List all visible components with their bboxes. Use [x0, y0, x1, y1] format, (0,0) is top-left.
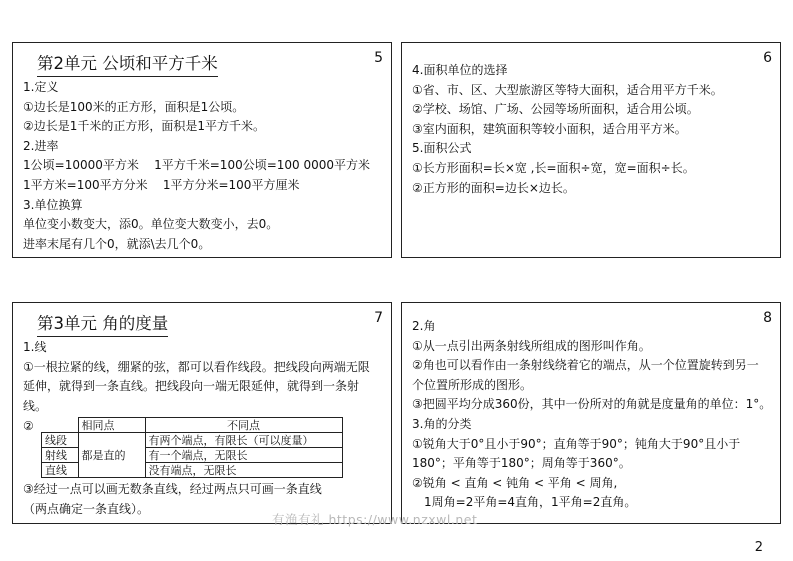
text-line: 1周角=2平角=4直角，1平角=2直角。 — [424, 495, 637, 510]
text-line: ③把圆平均分成360份，其中一份所对的角就是度量角的单位：1°。 — [412, 397, 772, 412]
table-cell — [42, 418, 79, 433]
comparison-table — [41, 417, 343, 478]
table-cell: 没有端点，无限长 — [145, 463, 342, 478]
text-line: （两点确定一条直线）。 — [23, 501, 150, 516]
text-line: ①长方形面积=长×宽 ,长=面积÷宽，宽=面积÷长。 — [412, 160, 695, 175]
text-line: 2.进率 — [23, 138, 59, 153]
card-number: 8 — [763, 310, 772, 326]
comparison-table-block — [23, 417, 381, 478]
text-line: ③经过一点可以画无数条直线，经过两点只可画一条直线 — [23, 482, 322, 497]
text-line: ①省、市、区、大型旅游区等特大面积，适合用平方千米。 — [412, 82, 723, 97]
text-line: 1.定义 — [23, 80, 59, 94]
table-header-row — [42, 418, 343, 433]
card-number: 5 — [374, 50, 383, 66]
text-paragraph: ②角也可以看作由一条射线绕着它的端点，从一个位置旋转到另一个位置所形成的图形。 — [412, 358, 759, 392]
table-header: 相同点 — [78, 418, 145, 433]
card-number: 6 — [763, 50, 772, 66]
text-line: 1公顷=10000平方米 1平方千米=100公顷=100 0000平方米 — [23, 158, 371, 173]
unit-title: 第3单元 角的度量 — [37, 313, 168, 337]
table-header: 不同点 — [145, 418, 342, 433]
text-line: 1.线 — [23, 340, 47, 354]
text-line: 3.单位换算 — [23, 197, 83, 212]
table-cell: 直线 — [42, 463, 79, 478]
card-unit3-lines — [12, 302, 392, 524]
table-cell: 线段 — [42, 433, 79, 448]
text-line: 5.面积公式 — [412, 141, 472, 156]
card-number: 7 — [374, 310, 383, 326]
card-area-units — [401, 42, 781, 258]
text-line: ②正方形的面积=边长×边长。 — [412, 180, 575, 195]
text-paragraph: ①锐角大于0°且小于90°；直角等于90°；钝角大于90°且小于180°；平角等于180°；周角等于360°。 — [412, 436, 741, 471]
list-marker: ② — [23, 419, 34, 434]
text-line: ②锐角 < 直角 < 钝角 < 平角 < 周角, — [412, 475, 618, 490]
card-unit2-definitions — [12, 42, 392, 258]
text-paragraph: ①一根拉紧的线，绷紧的弦，都可以看作线段。把线段向两端无限延伸，就得到一条直线。把线段向一端无限延伸，就得到一条射线。 — [23, 359, 370, 413]
text-line: ③室内面积，建筑面积等较小面积，适合用平方米。 — [412, 121, 687, 136]
text-line: 1平方米=100平方分米 1平方分米=100平方厘米 — [23, 177, 300, 192]
text-line: 4.面积单位的选择 — [412, 63, 508, 77]
text-line: 3.角的分类 — [412, 416, 472, 431]
text-line: 2.角 — [412, 319, 436, 333]
card-angles — [401, 302, 781, 524]
page-number: 2 — [754, 540, 763, 555]
unit-title: 第2单元 公顷和平方千米 — [37, 53, 218, 77]
table-row — [42, 433, 343, 448]
text-line: ②边长是1千米的正方形，面积是1平方千米。 — [23, 119, 266, 134]
text-line: ①从一点引出两条射线所组成的图形叫作角。 — [412, 338, 651, 353]
text-line: ①边长是100米的正方形，面积是1公顷。 — [23, 99, 245, 114]
table-cell: 有一个端点，无限长 — [145, 448, 342, 463]
text-line: 单位变小数变大，添0。单位变大数变小，去0。 — [23, 217, 279, 232]
text-line: ②学校、场馆、广场、公园等场所面积，适合用公顷。 — [412, 102, 699, 117]
table-cell: 有两个端点，有限长（可以度量） — [145, 433, 342, 448]
table-cell: 射线 — [42, 448, 79, 463]
text-line: 进率末尾有几个0，就添\去几个0。 — [23, 236, 211, 251]
watermark-text: 有渔有礼 https://www.nzxwl.net — [272, 512, 478, 527]
table-cell: 都是直的 — [78, 433, 145, 478]
